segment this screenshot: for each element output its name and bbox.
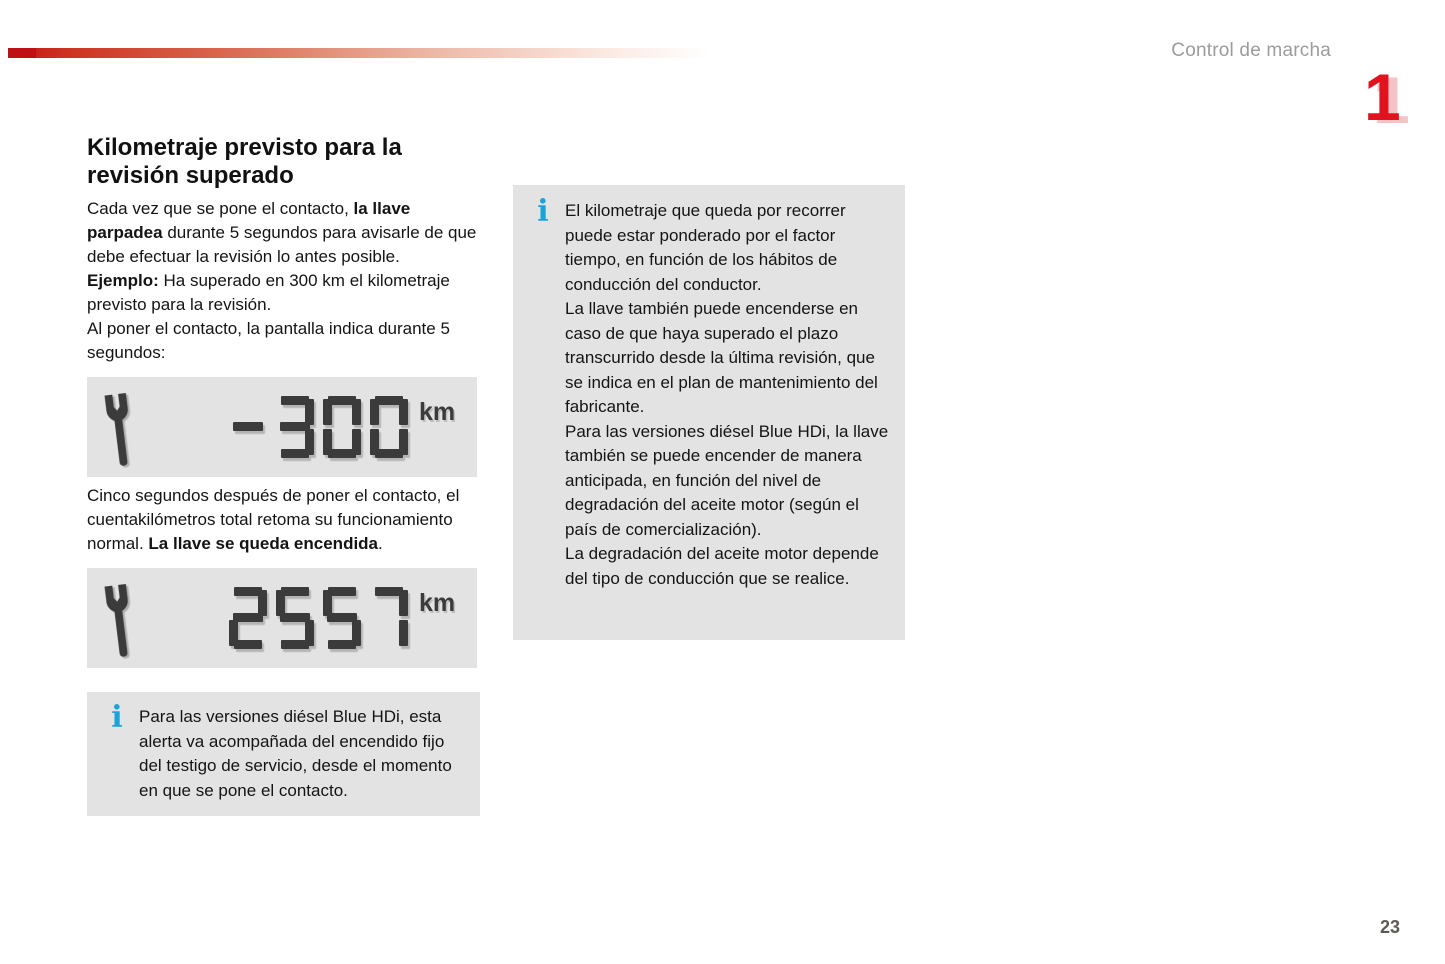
after-display-text: . [378,534,383,553]
service-wrench-icon [100,581,140,667]
info-paragraph: El kilometraje que queda por recorrer puede estar ponderado por el factor tiempo, en función de los hábitos de conducción del conductor. [565,201,846,294]
section-header: Control de marcha [1171,40,1331,61]
info-paragraph: La degradación del aceite motor depende del tipo de conducción que se realice. [565,544,879,588]
intro-paragraph [87,197,480,365]
intro-sentence [87,197,480,269]
after-display-text-bold: La llave se queda encendida [148,534,379,553]
info-box-right [513,185,905,640]
left-column [87,134,480,816]
odometer-display-2 [87,568,477,668]
unit-label-1: km [419,398,456,426]
red-bar-solid-segment [8,48,36,58]
after-display-text: Cinco segundos después de poner el contacto, el cuentakilómetros total retoma su funcionamiento normal. [87,486,460,553]
chapter-number: 1 [1364,60,1401,134]
intro-display-note: Al poner el contacto, la pantalla indica durante 5 segundos: [87,319,450,362]
info-box-left [87,692,480,816]
example-label: Ejemplo: [87,271,159,290]
page-title-line-1: Kilometraje previsto para la [87,134,402,161]
red-gradient-bar [8,48,710,58]
page-title [87,134,480,190]
info-paragraph: La llave también puede encenderse en caso de que haya superado el plazo transcurrido desde la última revisión, que se indica en el plan de mantenimiento del fabricante. [565,299,878,416]
page-title-line-2: revisión superado [87,162,294,189]
unit-label-2: km [419,589,456,617]
odometer-value-2 [229,587,417,649]
odometer-value-1 [229,396,417,458]
info-box-right-text [561,199,891,591]
intro-text: Cada vez que se pone el contacto, [87,199,354,218]
info-paragraph: Para las versiones diésel Blue HDi, la llave también se puede encender de manera anticipada, en función del nivel de degradación del aceite motor (según el país de comercialización). [565,421,889,539]
info-box-left-text [135,705,466,803]
page-number: 23 [1379,917,1400,937]
intro-text-bold: la llave parpadea [87,199,411,242]
intro-example [87,269,480,317]
service-wrench-icon [100,390,140,476]
odometer-display-1 [87,377,477,477]
info-icon: i [111,700,123,735]
intro-text: durante 5 segundos para avisarle de que debe efectuar la revisión lo antes posible. [87,223,477,266]
example-text: Ha superado en 300 km el kilometraje previsto para la revisión. [87,271,450,314]
info-icon: i [537,194,549,229]
after-display-paragraph [87,484,480,556]
info-paragraph: Para las versiones diésel Blue HDi, esta alerta va acompañada del encendido fijo del testigo de servicio, desde el momento en que se pone el contacto. [139,707,452,800]
